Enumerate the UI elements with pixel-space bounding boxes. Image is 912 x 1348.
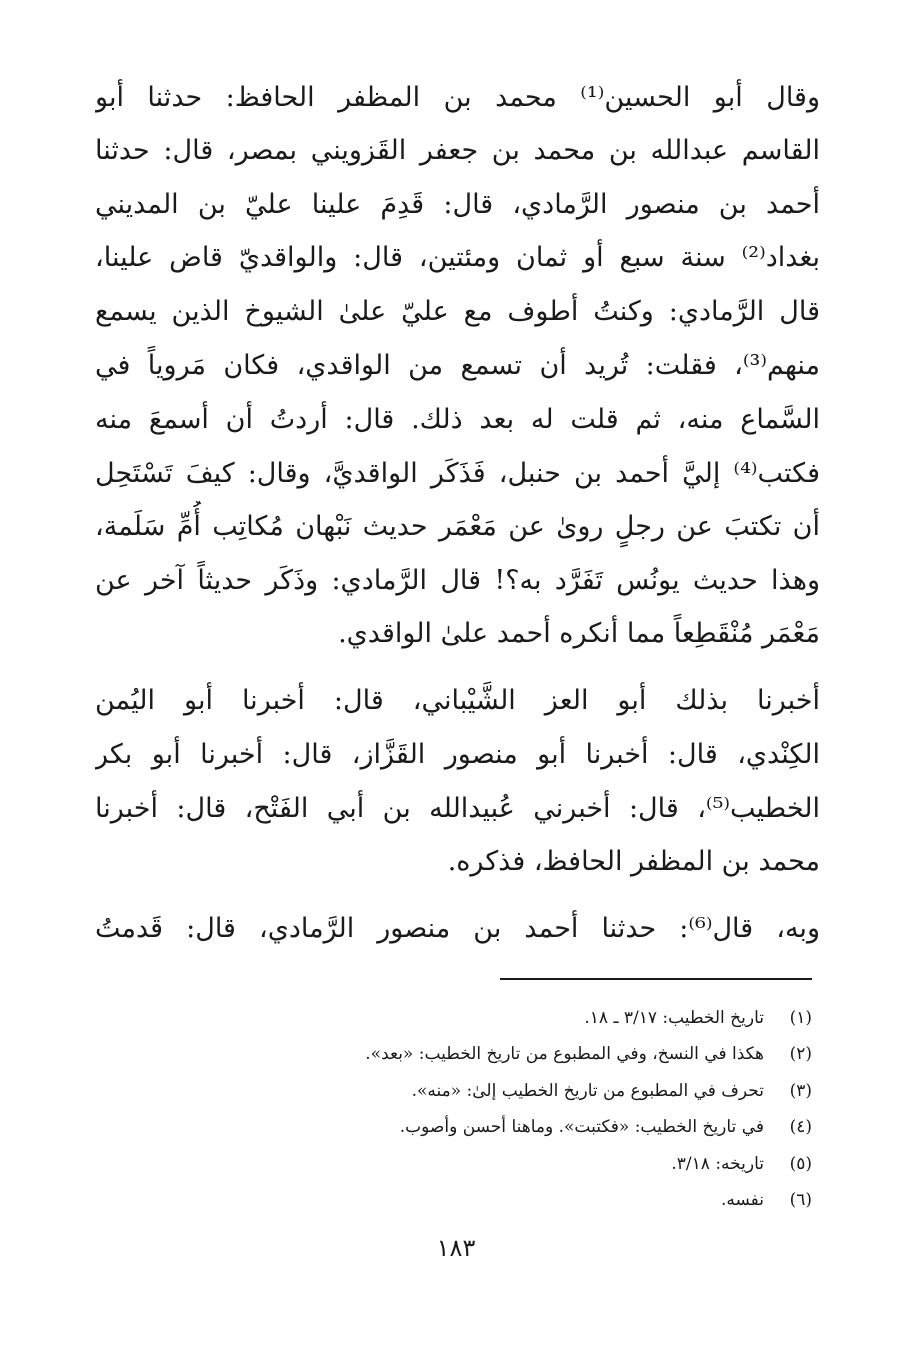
body-line-2: القاسم عبدالله بن محمد بن جعفر القَزويني بمصر، قال: حدثنا: [95, 135, 820, 166]
footnote-5: [92, 1149, 812, 1179]
body-line-12: أخبرنا بذلك أبو العز الشَّيْباني، قال: أخبرنا أبو اليُمن: [95, 685, 820, 716]
body-line-6: منهم⁽³⁾، فقلت: تُريد أن تسمع من الواقدي، فكان مَروياً في: [95, 350, 820, 381]
footnote-number: (١): [789, 1008, 812, 1028]
body-line-13: الكِنْدي، قال: أخبرنا أبو منصور القَزَّاز، قال: أخبرنا أبو بكر: [95, 739, 820, 770]
footnote-number: (٦): [789, 1190, 812, 1210]
body-line-4: بغداد⁽²⁾ سنة سبع أو ثمان ومئتين، قال: والواقديّ قاض علينا،: [95, 242, 820, 273]
body-line-15: محمد بن المظفر الحافظ، فذكره.: [447, 846, 820, 877]
body-line-14: الخطيب⁽⁵⁾، قال: أخبرني عُبيدالله بن أبي الفَتْح، قال: أخبرنا: [95, 793, 820, 824]
page-number: ١٨٣: [436, 1234, 476, 1262]
footnote-number: (٣): [789, 1081, 812, 1101]
footnote-number: (٢): [789, 1044, 812, 1064]
footnote-4: [92, 1112, 812, 1142]
footnote-number: (٥): [789, 1154, 812, 1174]
body-line-10: وهذا حديث يونُس تَفَرَّد به؟! قال الرَّمادي: وذَكَر حديثاً آخر عن: [95, 565, 820, 596]
footnote-6: [92, 1185, 812, 1215]
footnote-2: [92, 1039, 812, 1069]
body-line-11: مَعْمَر مُنْقَطِعاً مما أنكره أحمد علىٰ الواقدي.: [338, 618, 820, 649]
footnote-text: هكذا في النسخ، وفي المطبوع من تاريخ الخطيب: «بعد».: [365, 1044, 764, 1064]
body-line-3: أحمد بن منصور الرَّمادي، قال: قَدِمَ علينا عليّ بن المديني: [95, 189, 820, 220]
footnote-text: في تاريخ الخطيب: «فكتبت». وماهنا أحسن وأصوب.: [399, 1117, 764, 1137]
body-line-16: وبه، قال⁽⁶⁾: حدثنا أحمد بن منصور الرَّمادي، قال: قَدمتُ: [95, 913, 820, 944]
footnote-1: [92, 1003, 812, 1033]
footnote-number: (٤): [789, 1117, 812, 1137]
footnote-text: نفسه.: [720, 1190, 764, 1210]
body-line-1: وقال أبو الحسين⁽¹⁾ محمد بن المظفر الحافظ: حدثنا أبو: [95, 82, 820, 113]
footnote-text: تاريخ الخطيب: ٣/١٧ ـ ١٨.: [584, 1008, 764, 1028]
footnote-text: تحرف في المطبوع من تاريخ الخطيب إلىٰ: «منه».: [411, 1081, 764, 1101]
footnote-3: [92, 1076, 812, 1106]
body-line-9: أن تكتبَ عن رجلٍ روىٰ عن مَعْمَر حديث نَبْهان مُكاتِب أُمِّ سَلَمة،: [95, 511, 820, 542]
body-line-5: قال الرَّمادي: وكنتُ أطوف مع عليّ علىٰ الشيوخ الذين يسمع: [95, 296, 820, 327]
body-line-8: فكتب⁽⁴⁾ إليَّ أحمد بن حنبل، فَذَكَر الواقديَّ، وقال: كيفَ تَسْتَحِل: [95, 458, 820, 489]
footnote-text: تاريخه: ٣/١٨.: [671, 1154, 764, 1174]
body-line-7: السَّماع منه، ثم قلت له بعد ذلك. قال: أردتُ أن أسمعَ منه: [95, 404, 820, 435]
footnote-separator: [500, 978, 812, 980]
